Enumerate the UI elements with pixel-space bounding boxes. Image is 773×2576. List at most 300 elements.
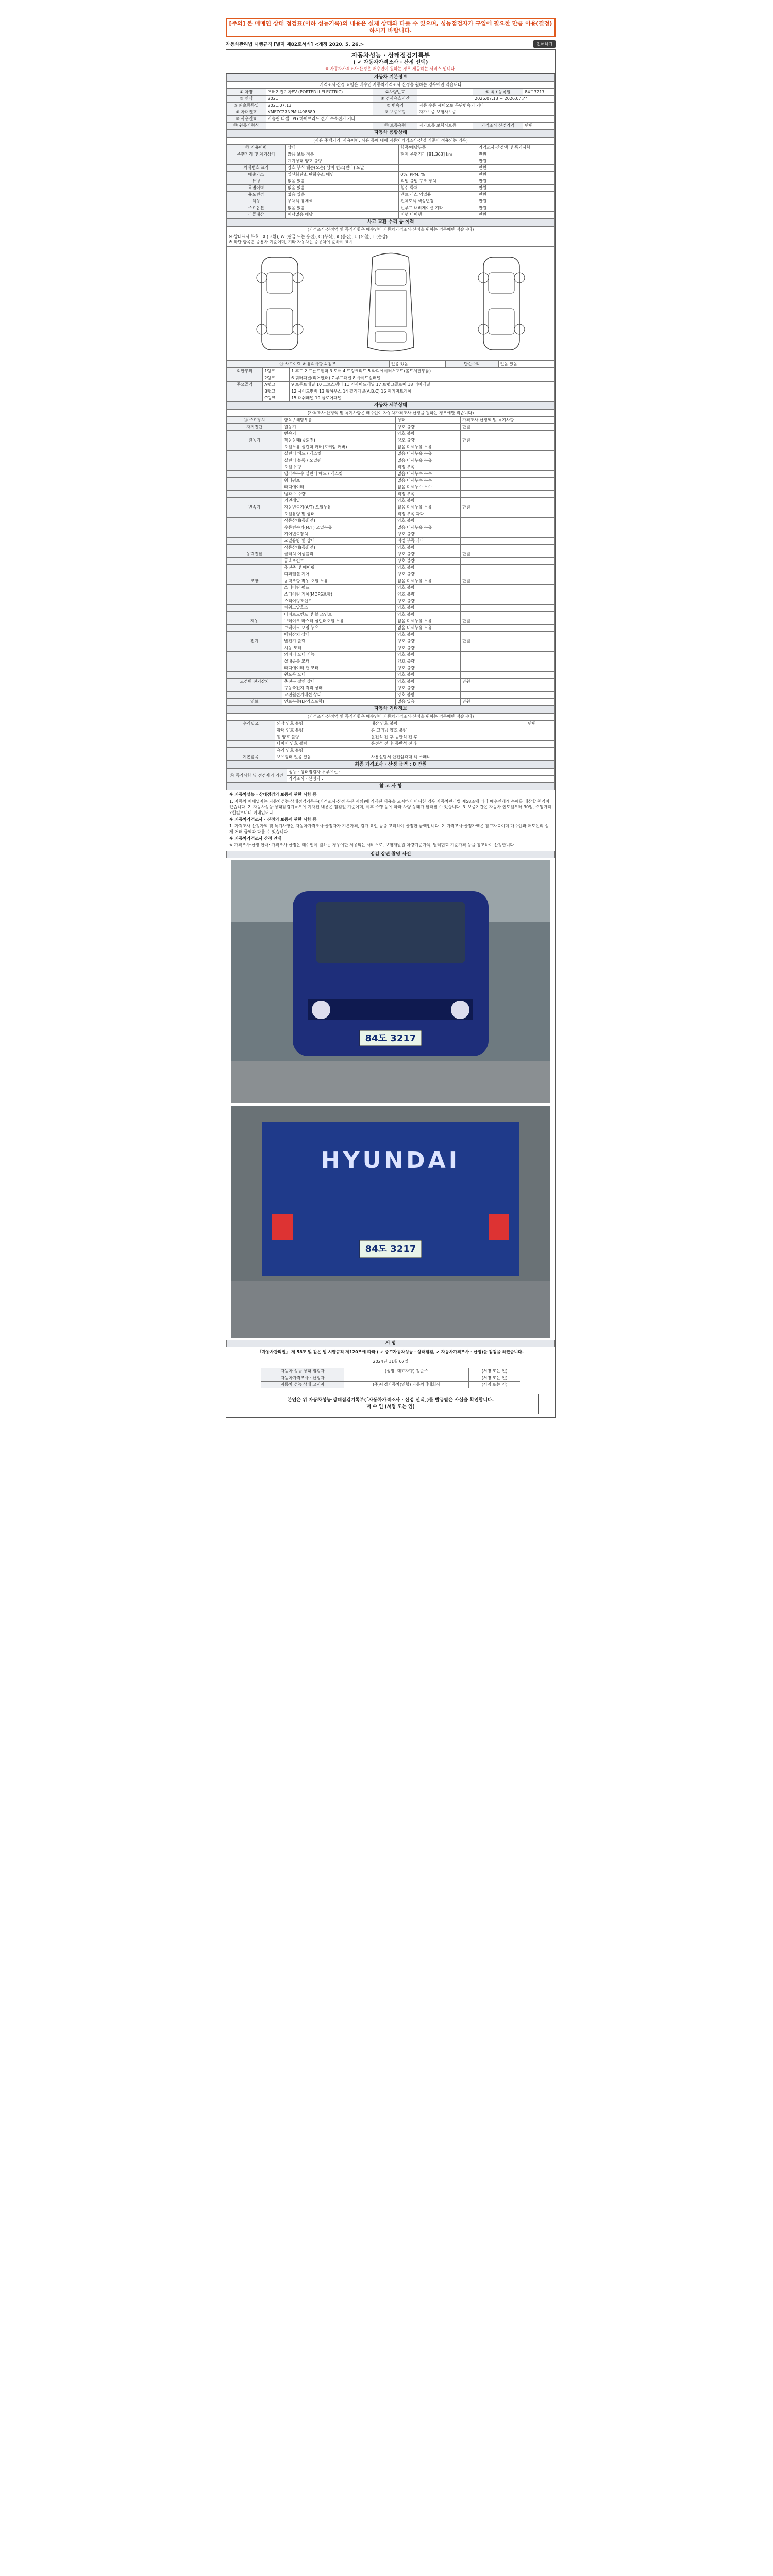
report-header — [226, 50, 555, 74]
detail-row — [227, 484, 555, 491]
plate-label-front: 84도 3217 — [365, 1033, 416, 1044]
detail-row — [227, 478, 555, 484]
detail-row — [227, 511, 555, 518]
outer-panel-row-cell: 6 쿼터패널(리어휀더) 7 루프패널 8 사이드실패널 — [290, 375, 555, 382]
section-photo-title: 점검 장면 촬영 사진 — [226, 851, 555, 858]
detail-row-cell: 양호 불량 — [396, 672, 461, 679]
detail-row-cell — [461, 538, 555, 545]
report-title: 자동차성능 · 상태점검기록부 — [351, 52, 430, 59]
detail-row-cell: 만원 — [461, 437, 555, 444]
inspection-photo-rear — [231, 1106, 550, 1340]
detail-row-cell — [227, 484, 282, 491]
detail-row-cell — [227, 665, 282, 672]
detail-row — [227, 444, 555, 451]
detail-row-cell — [461, 471, 555, 478]
detail-row-cell — [227, 538, 282, 545]
detail-row — [227, 618, 555, 625]
outer-panel-row-cell: 주요골격 — [227, 382, 263, 388]
detail-row-cell: 타이로드엔드 및 볼 조인트 — [282, 612, 396, 618]
detail-row-cell: 양호 불량 — [396, 685, 461, 692]
report-box — [226, 49, 556, 1418]
detail-row-cell — [227, 565, 282, 571]
sign-row — [261, 1368, 520, 1375]
form-id: 자동차관리법 시행규칙 [별지 제82호서식] <개정 2020. 5. 26.> — [226, 42, 364, 47]
detail-row-cell — [227, 685, 282, 692]
detail-row — [227, 692, 555, 699]
mileage-row — [227, 145, 555, 151]
sign-row-cell: 자동차가격조사 · 산정자 — [261, 1375, 344, 1382]
mileage-row-cell: 선루프 내비게이션 기타 — [399, 205, 477, 212]
detail-row-cell: 커먼레일 — [282, 498, 396, 504]
detail-row-cell — [227, 625, 282, 632]
extra-row-cell — [227, 741, 275, 748]
extra-row-cell: 타이어 양호 불량 — [275, 741, 369, 748]
svg-text:HYUNDAI: HYUNDAI — [321, 1147, 461, 1174]
mileage-row-cell: 만원 — [477, 185, 554, 192]
extra-row-cell — [526, 748, 555, 754]
sign-row-cell: 자동차 성능 상태 점검자 — [261, 1368, 344, 1375]
mileage-row-cell: 만원 — [477, 212, 554, 218]
outer-panel-row-cell: 12 사이드멤버 13 휠하우스 14 필러패널(A,B,C) 16 패키지트레이 — [290, 388, 555, 395]
detail-row-cell: 양호 불량 — [396, 518, 461, 524]
detail-row-cell: 워터펌프 — [282, 478, 396, 484]
section-extra-title: 자동차 기타정보 — [226, 705, 555, 713]
extra-row-cell: 기본품목 — [227, 754, 275, 761]
detail-row-cell: 없음 미세누유 누유 — [396, 457, 461, 464]
detail-row — [227, 699, 555, 705]
detail-table — [226, 417, 555, 705]
sign-row-cell — [344, 1375, 469, 1382]
mileage-row-cell: 해당없음 해당 — [285, 212, 398, 218]
mileage-row-cell: 만원 — [477, 165, 554, 172]
report-subtitle: ( ✔ 자동차가격조사 · 산정 선택) — [353, 60, 428, 65]
detail-row-cell: 양호 불량 — [396, 558, 461, 565]
detail-row-cell — [227, 632, 282, 638]
mileage-row — [227, 185, 555, 192]
mileage-row-cell: 특별이력 — [227, 185, 286, 192]
mileage-row-cell — [227, 158, 286, 165]
detail-row-cell: 양호 불량 — [396, 565, 461, 571]
extra-row-cell — [227, 727, 275, 734]
section-price-title: 최종 가격조사 · 산정 금액 : 0 만원 — [226, 761, 555, 769]
detail-row-cell: 가격조사·산정액 및 특기사항 — [461, 417, 555, 424]
detail-row-cell — [461, 598, 555, 605]
detail-row-cell: 양호 불량 — [396, 551, 461, 558]
mileage-row-cell: 만원 — [477, 198, 554, 205]
plate-label-rear: 84도 3217 — [365, 1244, 416, 1255]
outer-panel-row — [227, 395, 555, 402]
detail-row-cell: 없음 미세누유 누유 — [396, 524, 461, 531]
extra-row-cell: 운전석 전 후 동반석 전 후 — [369, 734, 526, 741]
detail-row-cell: 양호 불량 — [396, 605, 461, 612]
mileage-row-cell: 주행거리 및 계기상태 — [227, 151, 286, 158]
detail-row-cell — [461, 444, 555, 451]
mileage-row-cell: 용도변경 — [227, 192, 286, 198]
detail-row-cell: 양호 불량 — [396, 658, 461, 665]
detail-row — [227, 598, 555, 605]
detail-row-cell: 원동기 — [282, 424, 396, 431]
detail-row-cell: 원동기 — [227, 437, 282, 444]
detail-row — [227, 451, 555, 457]
detail-row — [227, 638, 555, 645]
detail-row-cell — [461, 665, 555, 672]
detail-row-cell — [461, 625, 555, 632]
detail-row-cell: 없음 미세누유 누유 — [396, 618, 461, 625]
mileage-row-cell: 차대번호 표기 — [227, 165, 286, 172]
detail-row-cell: 없음 미세누유 누유 — [396, 578, 461, 585]
detail-row-cell — [461, 524, 555, 531]
detail-row — [227, 437, 555, 444]
detail-row — [227, 665, 555, 672]
mileage-row — [227, 205, 555, 212]
detail-row — [227, 591, 555, 598]
section-basic-title: 자동차 기본정보 — [226, 74, 555, 81]
extra-row-cell: 광택 양호 불량 — [275, 727, 369, 734]
mileage-row-cell: 만원 — [477, 192, 554, 198]
mileage-row-cell: 적법 불법 구조 장치 — [399, 178, 477, 185]
detail-row-cell — [227, 451, 282, 457]
print-button[interactable]: 인쇄하기 — [533, 40, 556, 48]
sign-block: 「자동차관리법」 제 58조 및 같은 법 시행규칙 제120조에 따라 ( ✔ 중고자동차성능 · 상태점검, ✔ 자동차가격조사 · 산정)을 점검을 하였습니다. 2024년 11월 07일 자동차 성능 상태 점검자 (성명, 대표자명) 정순주 (서명 또는 인) 자동차가격조사 · 산정자 (서명 또는 인) 자동차 성능 상태 고지자 (주)대경자동차(연합) 자동차매매회사 (서명 또는 인) — [226, 1347, 555, 1391]
detail-row-cell: 없음 미세누유 누유 — [396, 444, 461, 451]
detail-row-cell: 변속기 — [282, 431, 396, 437]
detail-row-cell — [227, 605, 282, 612]
detail-row — [227, 531, 555, 538]
detail-row-cell: 상태 — [396, 417, 461, 424]
detail-row-cell: 양호 불량 — [396, 679, 461, 685]
extra-row-cell — [369, 748, 526, 754]
mileage-row-cell: 색상 — [227, 198, 286, 205]
detail-row-cell: 냉각수 수량 — [282, 491, 396, 498]
section-sign-title: 서 명 — [226, 1340, 555, 1347]
extra-row — [227, 754, 555, 761]
detail-row-cell — [227, 491, 282, 498]
detail-row-cell: 냉각수누수 실린더 헤드 / 개스킷 — [282, 471, 396, 478]
outer-panel-row-cell — [227, 388, 263, 395]
detail-row-cell: 구동축전지 격리 상태 — [282, 685, 396, 692]
detail-row-cell: 양호 불량 — [396, 632, 461, 638]
detail-row-cell — [461, 518, 555, 524]
detail-row-cell: 브레이크 오일 누유 — [282, 625, 396, 632]
detail-row-cell: 양호 불량 — [396, 585, 461, 591]
extra-row — [227, 727, 555, 734]
detail-row-cell: 수동변속기(M/T) 오일누유 — [282, 524, 396, 531]
form-title-row — [226, 39, 556, 48]
extra-row-cell: 외장 양호 불량 — [275, 721, 369, 727]
detail-row-cell — [461, 531, 555, 538]
detail-row — [227, 491, 555, 498]
detail-row-cell: 추진축 및 베어링 — [282, 565, 396, 571]
report-subnote: ※ 자동차가격조사·산정은 매수인이 원하는 경우 제공하는 서비스 입니다. — [325, 66, 456, 71]
outer-panel-row — [227, 368, 555, 375]
detail-row — [227, 558, 555, 565]
detail-row-cell: 양호 불량 — [396, 598, 461, 605]
detail-row-cell: 양호 불량 — [396, 665, 461, 672]
extra-row-cell — [227, 748, 275, 754]
extra-row — [227, 741, 555, 748]
detail-row-cell — [227, 591, 282, 598]
detail-row-cell — [227, 558, 282, 565]
detail-row — [227, 605, 555, 612]
detail-row-cell: 실린더 헤드 / 개스킷 — [282, 451, 396, 457]
detail-row-cell: 만원 — [461, 504, 555, 511]
section-basic-note: 가격조사·산정 요령은 매수인 자동차가격조사·산정을 원하는 경우에만 적습니다 — [226, 81, 555, 89]
detail-row-cell — [461, 645, 555, 652]
detail-row-cell — [461, 464, 555, 471]
detail-row-cell — [461, 451, 555, 457]
extra-row-cell: 유리 양호 불량 — [275, 748, 369, 754]
detail-row — [227, 645, 555, 652]
section-detail-note: (가격조사·산정액 및 특기사항은 매수인이 자동차가격조사·산정을 원하는 경우에만 적습니다) — [226, 410, 555, 417]
detail-row-cell: 동력전달 — [227, 551, 282, 558]
outer-panel-row-cell — [227, 395, 263, 402]
mileage-row — [227, 165, 555, 172]
mileage-row-cell: 리콜대상 — [227, 212, 286, 218]
section-mileage-title: 자동차 종합상태 — [226, 129, 555, 137]
extra-row-cell: 운전석 전 후 동반석 전 후 — [369, 741, 526, 748]
detail-row-cell: 양호 불량 — [396, 571, 461, 578]
detail-row-cell: 등속조인트 — [282, 558, 396, 565]
mileage-row-cell: 침수 화재 — [399, 185, 477, 192]
detail-row-cell: 양호 불량 — [396, 692, 461, 699]
detail-row-cell: 작동상태(공회전) — [282, 518, 396, 524]
detail-row-cell: 조향 — [227, 578, 282, 585]
detail-row-cell: 클러치 어셈블리 — [282, 551, 396, 558]
detail-row — [227, 585, 555, 591]
detail-row-cell — [461, 585, 555, 591]
car-right-side-drawing — [473, 252, 530, 355]
sign-row-cell: (서명 또는 인) — [469, 1368, 520, 1375]
diagram-legend: ※ 상태표시 부호 : X (교환), W (판금 또는 용접), C (부식), A (흠집), U (요철), T (손상) ※ 하단 항목은 승용차 기준이며, 기타 자동차는 승용차에 준하여 표시 — [226, 233, 555, 246]
detail-row-cell: 양호 불량 — [396, 437, 461, 444]
detail-row-cell: 오일유량 및 상태 — [282, 538, 396, 545]
basic-info-table: ① 차명 포터2 전기차EV (PORTER II ELECTRIC) ②차량번호 ⑥ 최초등록일 84도3217 ③ 연식 2021 ④ 검사유효기간 2026.07.13 ~ 2026.07.?? ⑤ 최초등록일 2021.07.13 ⑦ 변속기 자동 수동 세미오토 무단변속기 기타 ⑧ 차대번호 KMFZC27NPMU498889 ⑨ 보증유형 자가보증 보험사보증 ⑩ 사용연료 가솔린 디젤 LPG 하이브리드 전기 수소전기 기타 ⑪ 원동기형식 ⑫ 보증유형 자가보증 보험사보증 가격조사 산정가격 만원 — [226, 89, 555, 129]
outer-panel-row-cell: 15 대쉬패널 19 플로어패널 — [290, 395, 555, 402]
car-diagram — [226, 246, 555, 361]
detail-row — [227, 545, 555, 551]
detail-row-cell: 만원 — [461, 551, 555, 558]
detail-row-cell: 충전구 절연 상태 — [282, 679, 396, 685]
detail-row-cell: 오일유량 및 상태 — [282, 511, 396, 518]
extra-row-cell: 사용설명서 안전삼각대 잭 스패너 — [369, 754, 526, 761]
detail-row-cell — [461, 692, 555, 699]
detail-row-cell: 없음 미세누수 누수 — [396, 478, 461, 484]
mileage-row-cell: 만원 — [477, 172, 554, 178]
mileage-row-cell: 없음 있음 — [285, 192, 398, 198]
extra-row — [227, 748, 555, 754]
detail-row-cell: 만원 — [461, 638, 555, 645]
detail-row-cell — [461, 612, 555, 618]
detail-row-cell — [461, 545, 555, 551]
detail-row — [227, 551, 555, 558]
outer-panel-row — [227, 375, 555, 382]
detail-row-cell: 스티어링 기어(MDPS포함) — [282, 591, 396, 598]
warning-notice: [주의] 본 매매연 상태 점검표(이하 성능기록)의 내용은 실제 상태와 다를 수 있으며, 성능점검자가 구입에 필요한 만큼 이용(결정)하시기 바랍니다. — [226, 18, 556, 37]
mileage-row-cell: 전체도색 색상변경 — [399, 198, 477, 205]
detail-row — [227, 504, 555, 511]
detail-row-cell: 자기진단 — [227, 424, 282, 431]
detail-row-cell — [227, 672, 282, 679]
extra-row-cell: 만원 — [526, 721, 555, 727]
detail-row — [227, 571, 555, 578]
outer-panel-row-cell: 9 프론트패널 10 크로스멤버 11 인사이드패널 17 트렁크플로어 18 리어패널 — [290, 382, 555, 388]
detail-row — [227, 538, 555, 545]
detail-row-cell — [227, 518, 282, 524]
mileage-row-cell: 만원 — [477, 205, 554, 212]
detail-row-cell: ⑯ 주요장치 — [227, 417, 282, 424]
mileage-row-cell — [399, 165, 477, 172]
detail-row-cell — [461, 591, 555, 598]
mileage-row-cell — [399, 158, 477, 165]
extra-row-cell: 휠 양호 불량 — [275, 734, 369, 741]
detail-row-cell: 양호 불량 — [396, 612, 461, 618]
detail-row-cell: 고전원전기배선 상태 — [282, 692, 396, 699]
mileage-row-cell: 이행 미이행 — [399, 212, 477, 218]
report-page — [226, 18, 556, 1418]
detail-row-cell — [227, 511, 282, 518]
detail-row — [227, 679, 555, 685]
detail-row-cell: 만원 — [461, 699, 555, 705]
detail-row-cell: 적정 부족 과다 — [396, 538, 461, 545]
outer-panel-row-cell — [227, 375, 263, 382]
detail-row-cell — [227, 598, 282, 605]
outer-panel-row — [227, 388, 555, 395]
sign-row-cell: 자동차 성능 상태 고지자 — [261, 1382, 344, 1388]
detail-row — [227, 524, 555, 531]
mileage-row — [227, 198, 555, 205]
detail-row — [227, 431, 555, 437]
extra-row-cell — [526, 754, 555, 761]
detail-row-cell: 연료누출(LP가스포함) — [282, 699, 396, 705]
detail-row-cell: 양호 불량 — [396, 645, 461, 652]
special-table: ⑰ 특기사항 및 점검자의 의견 성능 · 상태점검자 두루유선 : 가격조사 · 산정자 : — [226, 769, 555, 783]
detail-row — [227, 672, 555, 679]
mileage-row — [227, 158, 555, 165]
detail-row — [227, 471, 555, 478]
detail-row — [227, 498, 555, 504]
detail-row — [227, 464, 555, 471]
detail-row-cell: 만원 — [461, 578, 555, 585]
extra-table — [226, 720, 555, 761]
mileage-row-cell: 만원 — [477, 151, 554, 158]
section-mileage-note: (사용 주행거리, 사용이력, 사용 등에 대해 자동차가격조사·산정 기준이 적용되는 경우) — [226, 137, 555, 144]
section-reference-title: 참 고 사 항 — [226, 783, 555, 790]
detail-row — [227, 578, 555, 585]
sign-table — [261, 1368, 520, 1388]
detail-row — [227, 518, 555, 524]
detail-row-cell — [461, 484, 555, 491]
detail-row-cell: 발전기 출력 — [282, 638, 396, 645]
detail-row-cell — [227, 612, 282, 618]
detail-row-cell — [227, 524, 282, 531]
sign-row-cell: (성명, 대표자명) 정순주 — [344, 1368, 469, 1375]
detail-row-cell: 실린더 블록 / 오일팬 — [282, 457, 396, 464]
detail-row-cell — [227, 545, 282, 551]
extra-row-cell: 내장 양호 불량 — [369, 721, 526, 727]
detail-row-cell: 없음 미세누유 누유 — [396, 504, 461, 511]
inspection-photo-front — [231, 860, 550, 1104]
outer-panel-row-cell: 1 후드 2 프론트휀더 3 도어 4 트렁크리드 5 라디에이터서포트(볼트체결부품) — [290, 368, 555, 375]
detail-row-cell — [461, 652, 555, 658]
detail-row-cell: 디퍼렌셜 기어 — [282, 571, 396, 578]
detail-row-cell: 없음 있음 — [396, 699, 461, 705]
extra-row-cell — [526, 741, 555, 748]
sign-row-cell: (주)대경자동차(연합) 자동차매매회사 — [344, 1382, 469, 1388]
detail-row-cell: 전기 — [227, 638, 282, 645]
detail-row-cell — [227, 478, 282, 484]
mileage-row-cell: 만원 — [477, 158, 554, 165]
detail-row-cell — [227, 645, 282, 652]
detail-row-cell: 작동상태(공회전) — [282, 545, 396, 551]
detail-row-cell: 없음 미세누유 누유 — [396, 451, 461, 457]
mileage-row-cell: 계기상태 양호 불량 — [285, 158, 398, 165]
sign-row — [261, 1382, 520, 1388]
detail-row-cell: 없음 미세누유 누유 — [396, 625, 461, 632]
mileage-row — [227, 212, 555, 218]
detail-row-cell — [227, 658, 282, 665]
detail-row-cell: 양호 불량 — [396, 652, 461, 658]
detail-row-cell — [227, 464, 282, 471]
sign-row — [261, 1375, 520, 1382]
mileage-row-cell: 상태 — [285, 145, 398, 151]
detail-row-cell — [461, 672, 555, 679]
outer-panel-table — [226, 368, 555, 402]
detail-row-cell — [227, 652, 282, 658]
detail-row-cell: 와이퍼 모터 기능 — [282, 652, 396, 658]
detail-row-cell — [461, 658, 555, 665]
mileage-row-cell: 무채색 유채색 — [285, 198, 398, 205]
mileage-row-cell: 튜닝 — [227, 178, 286, 185]
detail-row-cell — [461, 431, 555, 437]
detail-row-cell — [461, 605, 555, 612]
detail-row — [227, 424, 555, 431]
extra-row-cell — [526, 734, 555, 741]
detail-row-cell — [227, 531, 282, 538]
outer-panel-row-cell: C랭크 — [263, 395, 290, 402]
detail-row-cell: 양호 불량 — [396, 638, 461, 645]
mileage-table — [226, 144, 555, 218]
mileage-row-cell: 배출가스 — [227, 172, 286, 178]
mileage-row-cell: 현재 주행거리 [81,363] km — [399, 151, 477, 158]
section-extra-note: (가격조사·산정액 및 특기사항은 매수인이 자동차가격조사·산정을 원하는 경우에만 적습니다) — [226, 713, 555, 720]
detail-row-cell: 적정 부족 과다 — [396, 511, 461, 518]
mileage-row — [227, 151, 555, 158]
detail-row-cell: 양호 불량 — [396, 545, 461, 551]
detail-row-cell: 윈도우 모터 — [282, 672, 396, 679]
detail-row-cell: 오일누유 실린더 커버(로커암 커버) — [282, 444, 396, 451]
mileage-row-cell: 없음 있음 — [285, 205, 398, 212]
extra-row-cell: 보유상태 없음 있음 — [275, 754, 369, 761]
detail-row-cell — [461, 632, 555, 638]
detail-row-cell — [227, 471, 282, 478]
detail-row-cell — [461, 478, 555, 484]
detail-row-cell — [461, 491, 555, 498]
detail-row-cell: 고전원 전기장치 — [227, 679, 282, 685]
outer-panel-row-cell: 1랭크 — [263, 368, 290, 375]
mileage-row-cell: 많음 보통 적음 — [285, 151, 398, 158]
buyer-confirm: 본인은 위 자동차성능·상태점검기록부(「자동차가격조사 · 산정 선택」)를 발급받은 사실을 확인합니다. 매 수 인 (서명 또는 인) — [243, 1394, 539, 1414]
detail-row-cell: 시동 모터 — [282, 645, 396, 652]
detail-row — [227, 612, 555, 618]
detail-row-cell: 동력조향 작동 오일 누유 — [282, 578, 396, 585]
detail-row-cell: 항목 / 해당부품 — [282, 417, 396, 424]
mileage-row-cell: 주요옵션 — [227, 205, 286, 212]
detail-row — [227, 565, 555, 571]
detail-row-cell: 라디에이터 — [282, 484, 396, 491]
detail-row-cell — [461, 457, 555, 464]
detail-row — [227, 457, 555, 464]
extra-row — [227, 721, 555, 727]
